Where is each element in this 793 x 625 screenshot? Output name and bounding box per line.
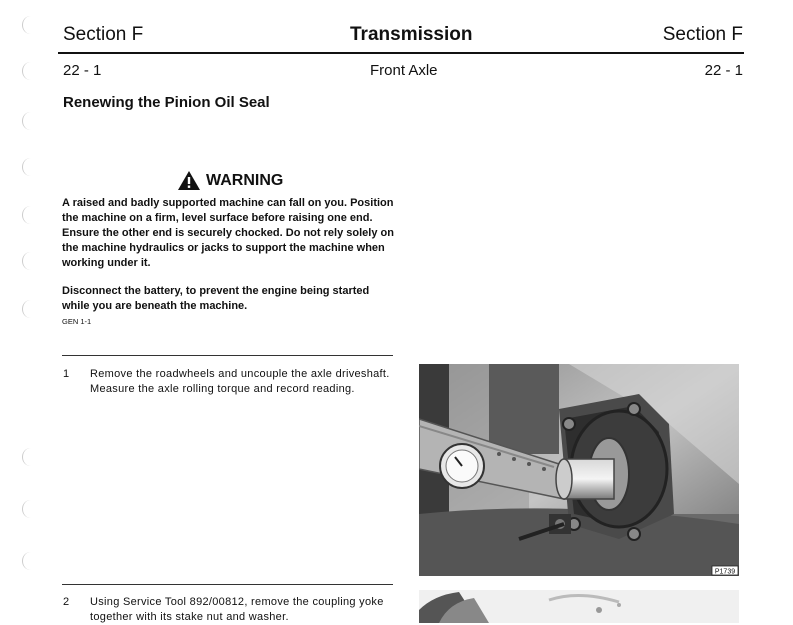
section-label-left: Section F (63, 24, 144, 45)
section-label-right: Section F (662, 24, 743, 45)
binder-hole-mark (22, 252, 39, 270)
binder-hole-mark (22, 158, 39, 176)
warning-reference: GEN 1-1 (62, 317, 92, 326)
binder-hole-mark (22, 448, 39, 466)
warning-triangle-icon (177, 170, 201, 191)
axle-photo (419, 364, 739, 576)
step-divider (62, 355, 393, 356)
binder-hole-mark (22, 500, 39, 518)
step-divider (62, 584, 393, 585)
figure-label: P1739 (714, 568, 736, 576)
subtitle: Front Axle (370, 62, 438, 79)
header-rule (58, 52, 744, 54)
warning-heading-text: WARNING (206, 171, 284, 189)
binder-hole-mark (22, 552, 39, 570)
binder-hole-mark (22, 206, 39, 224)
coupling-photo (419, 590, 739, 623)
warning-paragraph-2: Disconnect the battery, to prevent the engine being started while you are beneath the machine. (62, 285, 370, 312)
step-text: Remove the roadwheels and uncouple the axle driveshaft. Measure the axle rolling torque and record reading. (90, 368, 390, 395)
warning-heading (177, 170, 283, 191)
binder-hole-mark (22, 16, 39, 34)
page-number-right: 22 - 1 (704, 62, 743, 79)
step-text: Using Service Tool 892/00812, remove the coupling yoke together with its stake nut and washer. (90, 596, 384, 623)
page-number-left: 22 - 1 (63, 62, 102, 79)
step-number: 2 (63, 596, 70, 608)
step-number: 1 (63, 368, 70, 380)
binder-hole-mark (22, 112, 39, 130)
binder-hole-mark (22, 300, 39, 318)
binder-hole-mark (22, 62, 39, 80)
page-title: Renewing the Pinion Oil Seal (63, 94, 270, 111)
chapter-title: Transmission (350, 24, 473, 45)
warning-paragraph-1: A raised and badly supported machine can fall on you. Position the machine on a firm, level surface before raising one end. Ensure the other end is securely chocked. Do not rely solely on the machine hydraulics or jacks to support the machine when working under it. (62, 197, 394, 269)
